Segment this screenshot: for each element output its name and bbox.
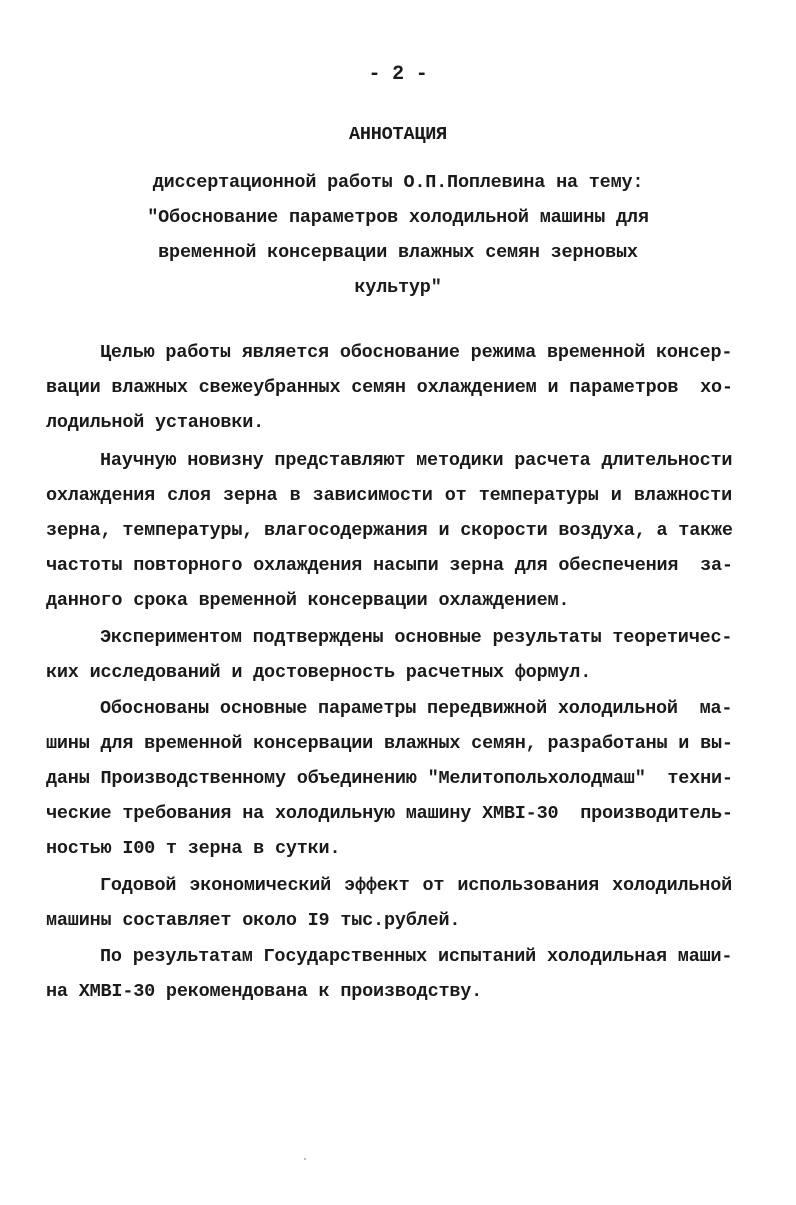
paragraph-line: на ХМВI-30 рекомендована к производству.	[46, 981, 483, 1002]
subtitle-line: "Обоснование параметров холодильной машины для	[147, 207, 649, 228]
paragraph-line: зерна, температуры, влагосодержания и скорости воздуха, а также	[46, 520, 733, 541]
paragraph-line: Экспериментом подтверждены основные результаты теоретичес-	[100, 627, 733, 648]
annotation-heading: АННОТАЦИЯ	[348, 124, 448, 145]
paragraph-line: Научную новизну представляют методики расчета длительности	[100, 450, 733, 471]
subtitle-line: временной консервации влажных семян зерновых	[158, 242, 638, 263]
scan-speck	[304, 1158, 306, 1160]
page-number: - 2 -	[368, 63, 428, 86]
paragraph-line: вации влажных свежеубранных семян охлаждением и параметров хо-	[46, 377, 733, 398]
paragraph-line: лодильной установки.	[46, 412, 265, 433]
paragraph-line: По результатам Государственных испытаний холодильная маши-	[100, 946, 733, 967]
paragraph-line: Целью работы является обоснование режима временной консер-	[100, 342, 733, 363]
paragraph-line: ких исследований и достоверность расчетных формул.	[46, 662, 592, 683]
paragraph-line: ческие требования на холодильную машину ХМВI-30 производитель-	[46, 803, 733, 824]
paragraph-line: ностью I00 т зерна в сутки.	[46, 838, 341, 859]
paragraph-line: данного срока временной консервации охлаждением.	[46, 590, 570, 611]
paragraph-line: частоты повторного охлаждения насыпи зерна для обеспечения за-	[46, 555, 733, 576]
paragraph-line: даны Производственному объединению "Мелитопольхолодмаш" техни-	[46, 768, 733, 789]
paragraph-line: Обоснованы основные параметры передвижной холодильной ма-	[100, 698, 733, 719]
paragraph-line: машины составляет около I9 тыс.рублей.	[46, 910, 461, 931]
subtitle-line: диссертационной работы О.П.Поплевина на тему:	[152, 172, 644, 193]
paragraph-line: охлаждения слоя зерна в зависимости от температуры и влажности	[46, 485, 732, 506]
paragraph-line: шины для временной консервации влажных семян, разработаны и вы-	[46, 733, 733, 754]
subtitle-line: культур"	[354, 277, 442, 298]
paragraph-line: Годовой экономический эффект от использования холодильной	[100, 875, 732, 896]
